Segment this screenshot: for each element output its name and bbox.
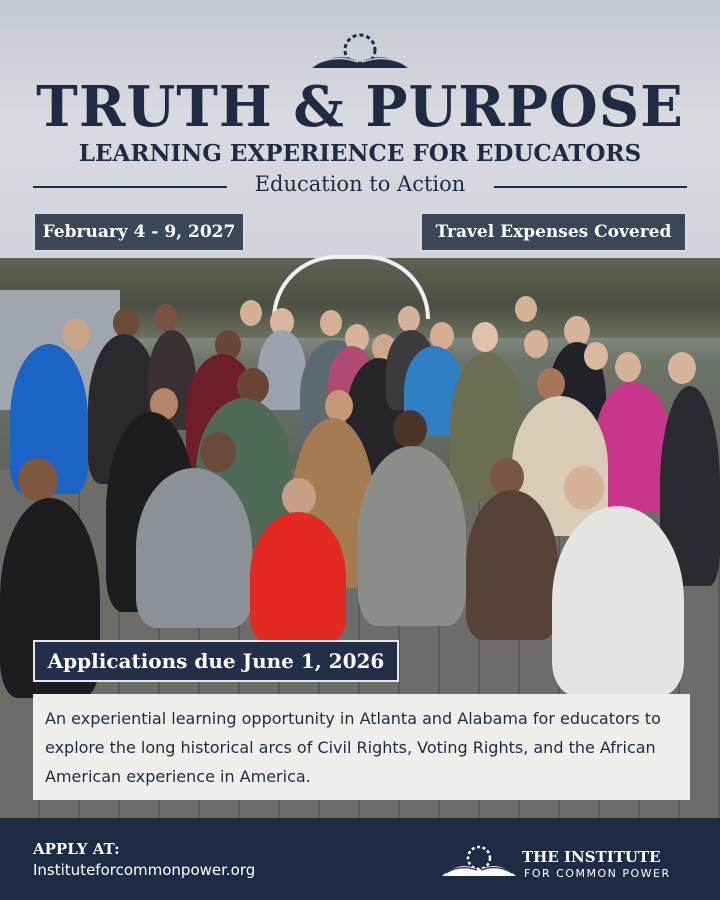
- page-title: TRUTH & PURPOSE: [36, 74, 684, 140]
- org-subtitle: FOR COMMON POWER: [524, 867, 671, 880]
- org-name: THE INSTITUTE: [522, 848, 661, 866]
- description-box: An experiential learning opportunity in Atlanta and Alabama for educators to explore the long historical arcs of Civil Rights, Voting Rights, and the African American experience in America.: [33, 694, 690, 800]
- book-sunrise-icon: [440, 842, 518, 880]
- tagline: Education to Action: [254, 172, 466, 196]
- deadline-banner: Applications due June 1, 2026: [33, 640, 399, 682]
- travel-badge: Travel Expenses Covered: [420, 212, 687, 252]
- apply-label: APPLY AT:: [33, 840, 120, 858]
- book-sunrise-icon: [308, 28, 412, 72]
- dates-badge: February 4 - 9, 2027: [33, 212, 245, 252]
- apply-link[interactable]: Instituteforcommonpower.org: [33, 861, 256, 879]
- page-subtitle: LEARNING EXPERIENCE FOR EDUCATORS: [78, 140, 642, 167]
- divider-right: [494, 186, 687, 188]
